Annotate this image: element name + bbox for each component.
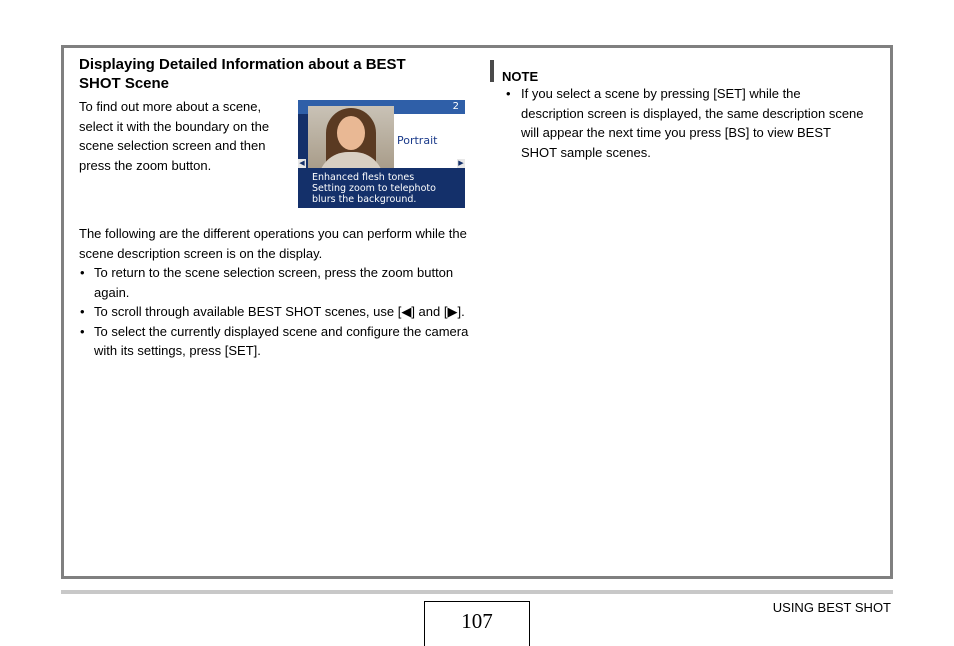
scene-description-line: Enhanced flesh tones (312, 172, 415, 183)
note-bar (490, 60, 494, 82)
note-item-text: If you select a scene by pressing [SET] while the description screen is displayed, the same description scene will appear the next time you press [BS] to view BEST SHOT sample scenes. (521, 86, 864, 160)
operation-item (79, 302, 469, 322)
footer-rule (61, 590, 893, 594)
scene-description-line: blurs the background. (312, 194, 417, 205)
arrow-left-icon: ◀ (299, 160, 305, 167)
operations-list (79, 263, 469, 361)
portrait-photo (308, 106, 394, 168)
operations-block (79, 224, 469, 361)
operation-item (79, 322, 469, 361)
operation-item (79, 263, 469, 302)
note-list (506, 84, 866, 162)
bullet-icon: • (80, 265, 85, 280)
bullet-icon: • (80, 323, 85, 339)
scene-label-box (394, 114, 465, 168)
section-name: USING BEST SHOT (772, 600, 891, 615)
bullet-icon: • (80, 304, 85, 319)
scene-description (312, 172, 436, 205)
operation-item-text: To scroll through available BEST SHOT scenes, use [◀] and [▶]. (94, 304, 465, 319)
scene-number: 2 (452, 101, 459, 112)
section-heading: Displaying Detailed Information about a BEST SHOT Scene (79, 56, 406, 92)
camera-screen-image (298, 100, 465, 208)
intro-paragraph: To find out more about a scene, select it with the boundary on the scene selection screen and then press the zoom button. (79, 99, 270, 173)
arrow-right-icon: ▶ (458, 160, 464, 167)
scene-description-line: Setting zoom to telephoto (312, 183, 436, 194)
note-item (506, 84, 866, 162)
left-column (79, 55, 469, 358)
operation-item-text: To select the currently displayed scene and configure the camera with its settings, press [SET]. (94, 323, 469, 358)
note-title: NOTE (502, 69, 539, 84)
operation-item-text: To return to the scene selection screen, press the zoom button again. (94, 265, 454, 300)
operations-intro: The following are the different operations you can perform while the scene description screen is on the display. (79, 226, 467, 261)
bullet-icon: • (506, 86, 511, 101)
page-number: 107 (424, 601, 530, 646)
scene-label: Portrait (397, 134, 438, 147)
portrait-face (337, 116, 365, 150)
